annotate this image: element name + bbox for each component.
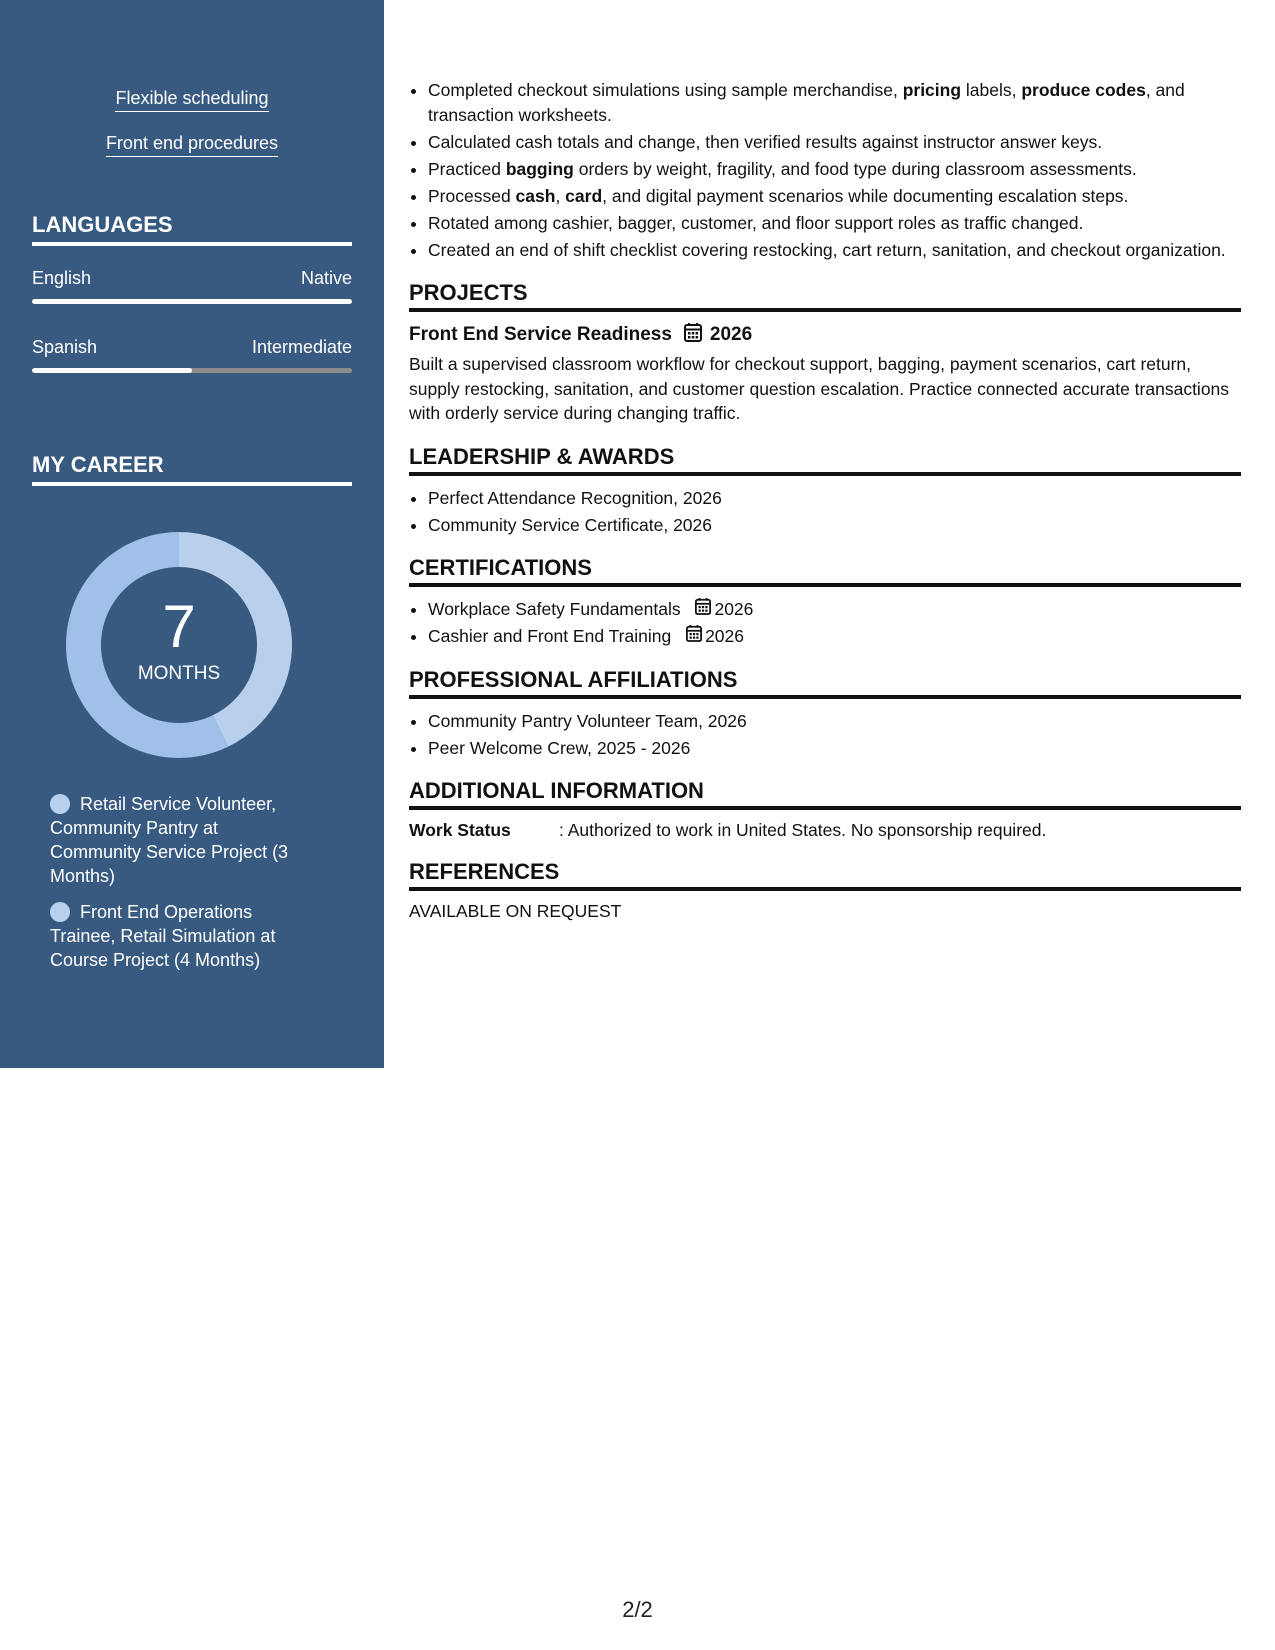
certification-name: Workplace Safety Fundamentals bbox=[428, 599, 681, 619]
sidebar bbox=[0, 0, 384, 1068]
certifications-heading: CERTIFICATIONS bbox=[409, 555, 1241, 587]
projects-heading: PROJECTS bbox=[409, 280, 1241, 312]
career-item: Front End Operations Trainee, Retail Simulation at Course Project (4 Months) bbox=[50, 902, 276, 970]
affiliations-list bbox=[409, 709, 1241, 761]
list-item bbox=[428, 624, 1241, 649]
career-heading: MY CAREER bbox=[32, 452, 352, 486]
language-level: Native bbox=[300, 268, 352, 288]
proficiency-fill bbox=[32, 368, 192, 373]
page-number: 2/2 bbox=[622, 1597, 653, 1622]
calendar-icon bbox=[695, 597, 711, 622]
main-content bbox=[409, 78, 1241, 922]
experience-bullet: • Calculated cash totals and change, then verified results against instructor answer keys. bbox=[428, 130, 1241, 155]
references-text: AVAILABLE ON REQUEST bbox=[409, 901, 622, 921]
work-status-label: Work Status bbox=[409, 820, 511, 840]
language-level: Intermediate bbox=[251, 337, 352, 357]
list-item: • Community Service Certificate, 2026 bbox=[428, 513, 1241, 538]
project-title-row bbox=[409, 322, 1241, 348]
career-total-number: 7 bbox=[162, 593, 196, 660]
project-title: Front End Service Readiness bbox=[409, 324, 672, 345]
experience-bullets bbox=[409, 78, 1241, 262]
certification-year: 2026 bbox=[705, 626, 745, 646]
calendar-icon bbox=[684, 322, 702, 348]
calendar-icon bbox=[686, 624, 702, 649]
language-proficiency-bar bbox=[32, 299, 352, 304]
experience-bullet: • Created an end of shift checklist covering restocking, cart return, sanitation, and checkout organization. bbox=[428, 238, 1241, 263]
certification-name: Cashier and Front End Training bbox=[428, 626, 672, 646]
experience-bullet: • Processed cash, card, and digital payment scenarios while documenting escalation steps. bbox=[428, 184, 1241, 209]
language-proficiency-bar bbox=[32, 368, 352, 373]
career-total-unit: MONTHS bbox=[137, 663, 221, 684]
language-row bbox=[32, 337, 352, 358]
legend-dot-icon bbox=[50, 794, 70, 814]
career-item: Retail Service Volunteer, Community Pantry at Community Service Project (3 Months) bbox=[50, 794, 289, 886]
references-heading: REFERENCES bbox=[409, 859, 1241, 891]
experience-bullet: • Practiced bagging orders by weight, fragility, and food type during classroom assessments. bbox=[428, 157, 1241, 182]
list-item: • Peer Welcome Crew, 2025 - 2026 bbox=[428, 736, 1241, 761]
list-item bbox=[428, 597, 1241, 622]
language-name: English bbox=[32, 268, 92, 288]
donut-center bbox=[66, 532, 292, 758]
career-list bbox=[50, 792, 310, 984]
certifications-list bbox=[409, 597, 1241, 649]
additional-info-heading: ADDITIONAL INFORMATION bbox=[409, 778, 1241, 810]
experience-bullet: • Rotated among cashier, bagger, customer, and floor support roles as traffic changed. bbox=[428, 211, 1241, 236]
work-status-row bbox=[409, 820, 1241, 841]
project-description: Built a supervised classroom workflow for checkout support, bagging, payment scenarios, cart return, supply restocking, sanitation, and customer question escalation. Practice connected accurate transactions with orderly service during changing traffic. bbox=[409, 354, 1230, 423]
work-status-value: : Authorized to work in United States. No sponsorship required. bbox=[559, 820, 1047, 840]
skill-item: Flexible scheduling bbox=[0, 88, 384, 109]
languages-heading: LANGUAGES bbox=[32, 212, 352, 246]
language-name: Spanish bbox=[32, 337, 98, 357]
leadership-list bbox=[409, 486, 1241, 538]
affiliations-heading: PROFESSIONAL AFFILIATIONS bbox=[409, 667, 1241, 699]
list-item: • Community Pantry Volunteer Team, 2026 bbox=[428, 709, 1241, 734]
career-donut-chart bbox=[66, 532, 292, 758]
certification-year: 2026 bbox=[714, 599, 754, 619]
project-year: 2026 bbox=[709, 324, 753, 345]
proficiency-fill bbox=[32, 299, 352, 304]
experience-bullet: • Completed checkout simulations using sample merchandise, pricing labels, produce codes, and transaction worksheets. bbox=[428, 78, 1241, 127]
skill-item: Front end procedures bbox=[0, 133, 384, 154]
language-row bbox=[32, 268, 352, 289]
leadership-heading: LEADERSHIP & AWARDS bbox=[409, 444, 1241, 476]
list-item: • Perfect Attendance Recognition, 2026 bbox=[428, 486, 1241, 511]
legend-dot-icon bbox=[50, 902, 70, 922]
